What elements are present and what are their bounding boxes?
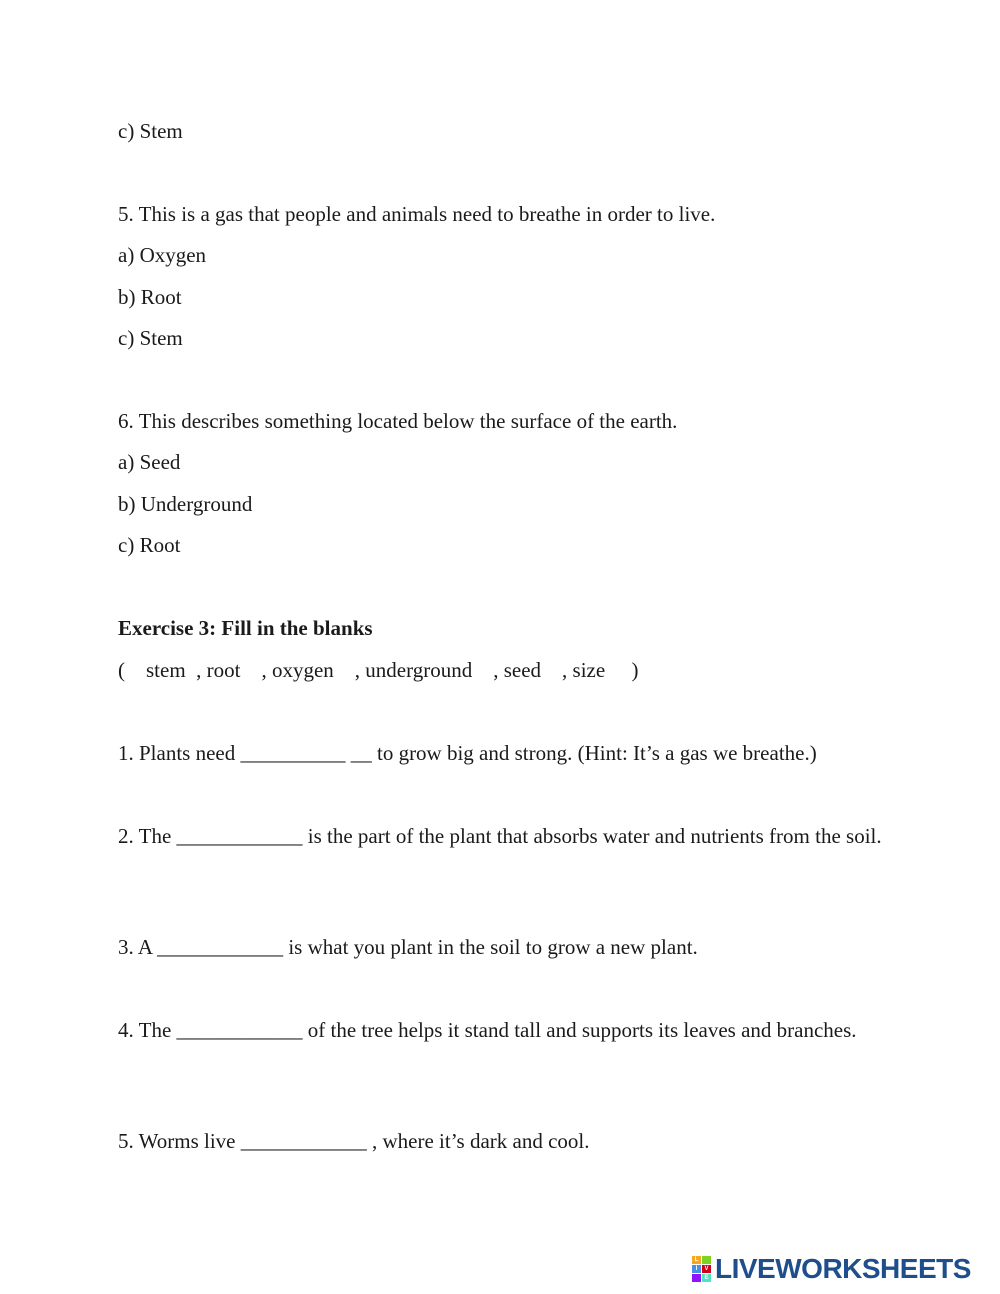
fill-item-2: 2. The ____________ is the part of the plant that absorbs water and nutrients from the soil.	[118, 824, 882, 848]
q5-question: 5. This is a gas that people and animals need to breathe in order to live.	[118, 202, 716, 226]
exercise3-word-bank: ( stem , root , oxygen , underground , seed , size )	[118, 658, 639, 682]
logo-mark-cell: I	[692, 1265, 701, 1273]
q6-option-c: c) Root	[118, 533, 181, 557]
q6-question: 6. This describes something located below the surface of the earth.	[118, 409, 678, 433]
q6-option-b: b) Underground	[118, 492, 253, 516]
exercise3-title: Exercise 3: Fill in the blanks	[118, 616, 373, 640]
q4-option-c: c) Stem	[118, 119, 183, 143]
logo-mark-icon	[692, 1256, 711, 1282]
fill-item-3: 3. A ____________ is what you plant in the soil to grow a new plant.	[118, 935, 698, 959]
q5-option-a: a) Oxygen	[118, 243, 207, 267]
fill-item-5: 5. Worms live ____________ , where it’s dark and cool.	[118, 1129, 590, 1153]
logo-mark-cell: V	[702, 1265, 711, 1273]
q5-option-c: c) Stem	[118, 326, 183, 350]
fill-item-1: 1. Plants need __________ __ to grow big and strong. (Hint: It’s a gas we breathe.)	[118, 741, 817, 765]
logo-mark-cell: E	[702, 1274, 711, 1282]
fill-item-4: 4. The ____________ of the tree helps it stand tall and supports its leaves and branches.	[118, 1018, 857, 1042]
logo-mark-cell: L	[692, 1256, 701, 1264]
logo-mark-cell	[702, 1256, 711, 1264]
logo-mark-cell	[692, 1274, 701, 1282]
q6-option-a: a) Seed	[118, 450, 181, 474]
logo-text: LIVEWORKSHEETS	[715, 1253, 971, 1284]
liveworksheets-logo	[692, 1254, 971, 1284]
q5-option-b: b) Root	[118, 285, 182, 309]
